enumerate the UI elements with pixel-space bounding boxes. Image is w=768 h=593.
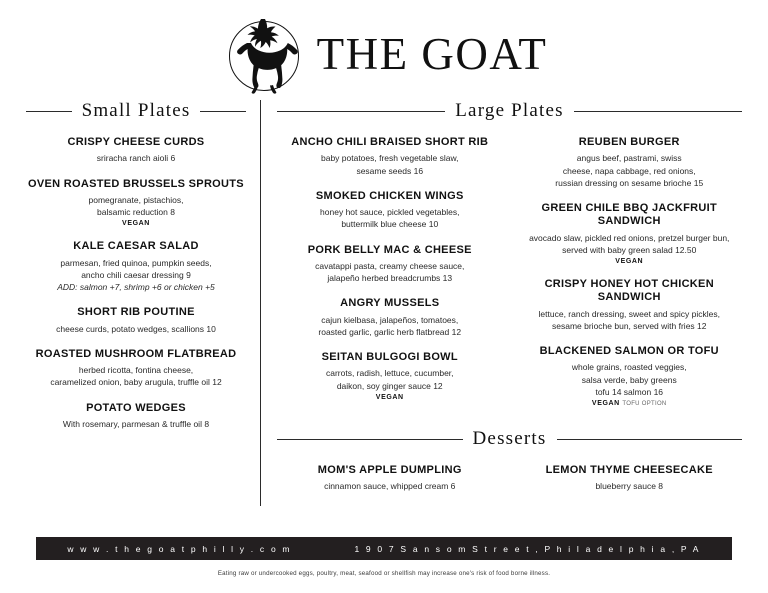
vegan-tag: VEGAN: [615, 258, 644, 266]
menu-columns: [0, 96, 768, 506]
menu-item: [277, 136, 503, 177]
item-name: POTATO WEDGES: [86, 401, 186, 414]
website-link[interactable]: w w w . t h e g o a t p h i l l y . c o m: [67, 543, 292, 554]
goat-silhouette-icon: [227, 17, 301, 95]
rule-left: [26, 111, 72, 112]
goat-logo-icon: [221, 13, 307, 99]
item-name: KALE CAESAR SALAD: [73, 240, 199, 253]
small-plates-heading: [26, 100, 246, 122]
item-description: cheese curds, potato wedges, scallions 10: [56, 323, 216, 334]
vegan-tag-sub: TOFU OPTION: [622, 401, 667, 408]
menu-item: [26, 402, 246, 431]
food-safety-disclaimer: Eating raw or undercooked eggs, poultry, meat, seafood or shellfish may increase one's risk of food borne illness.: [217, 570, 551, 577]
dessert-column-two: [517, 464, 743, 506]
large-plates-section: [260, 100, 742, 506]
item-name: MOM'S APPLE DUMPLING: [317, 464, 462, 477]
menu-item: [277, 297, 503, 338]
rule-left: [277, 439, 463, 440]
item-name: ANGRY MUSSELS: [340, 297, 440, 310]
large-plates-title: Large Plates: [455, 100, 564, 121]
item-name: ROASTED MUSHROOM FLATBREAD: [35, 347, 237, 360]
menu-item: [26, 136, 246, 165]
large-plates-column-one: [277, 136, 503, 420]
menu-item: [277, 244, 503, 285]
item-name: GREEN CHILE BBQ JACKFRUIT SANDWICH: [541, 202, 718, 228]
dessert-column-one: [277, 464, 503, 506]
item-description: parmesan, fried quinoa, pumpkin seeds, ancho chili caesar dressing 9: [60, 257, 212, 280]
item-name: LEMON THYME CHEESECAKE: [545, 464, 713, 477]
menu-item: [517, 202, 743, 265]
item-description: avocado slaw, pickled red onions, pretzel burger bun, served with baby green salad 12.50: [529, 232, 730, 255]
item-name: CRISPY HONEY HOT CHICKEN SANDWICH: [544, 278, 714, 304]
item-description: angus beef, pastrami, swiss cheese, napa cabbage, red onions, russian dressing on sesame brioche 15: [555, 153, 704, 188]
menu-header: [0, 0, 768, 96]
item-name: ANCHO CHILI BRAISED SHORT RIB: [291, 136, 489, 148]
menu-item: [517, 345, 743, 407]
page-title: THE GOAT: [316, 28, 548, 79]
item-description: cajun kielbasa, jalapeños, tomatoes, roasted garlic, garlic herb flatbread 12: [318, 314, 462, 337]
menu-item: [26, 306, 246, 335]
item-name: SHORT RIB POUTINE: [77, 306, 195, 319]
item-description: baby potatoes, fresh vegetable slaw, sesame seeds 16: [320, 153, 459, 176]
item-description: sriracha ranch aioli 6: [96, 153, 176, 164]
vegan-tag: [517, 400, 743, 407]
vegan-tag: VEGAN: [375, 394, 404, 402]
item-name: OVEN ROASTED BRUSSELS SPROUTS: [28, 177, 244, 190]
vegan-tag-label: VEGAN: [591, 400, 620, 408]
item-description: blueberry sauce 8: [595, 481, 664, 492]
item-description: cavatappi pasta, creamy cheese sauce, jalapeño herbed breadcrumbs 13: [315, 260, 465, 284]
item-description: cinnamon sauce, whipped cream 6: [324, 481, 456, 492]
item-name: PORK BELLY MAC & CHEESE: [307, 243, 472, 256]
desserts-grid: [277, 464, 742, 506]
menu-item: [26, 240, 246, 293]
item-description: pomegranate, pistachios, balsamic reduction 8: [88, 194, 184, 217]
item-description: carrots, radish, lettuce, cucumber, daikon, soy ginger sauce 12: [325, 368, 454, 391]
menu-item: [277, 464, 503, 493]
item-add-ons: ADD: salmon +7, shrimp +6 or chicken +5: [57, 282, 215, 293]
large-plates-grid: [277, 136, 742, 420]
rule-left: [277, 111, 445, 112]
desserts-title: Desserts: [472, 428, 547, 450]
desserts-heading: [277, 428, 742, 450]
rule-right: [200, 111, 246, 112]
address-text: 1 9 0 7 S a n s o m S t r e e t , P h i l a d e l p h i a , P A: [354, 543, 701, 554]
item-description: lettuce, ranch dressing, sweet and spicy pickles, sesame brioche bun, served with fries 12: [538, 308, 720, 331]
item-description: whole grains, roasted veggies, salsa verde, baby greens tofu 14 salmon 16: [571, 362, 687, 397]
small-plates-section: [26, 100, 260, 506]
item-name: SEITAN BULGOGI BOWL: [321, 351, 458, 364]
menu-item: [517, 136, 743, 189]
item-description: herbed ricotta, fontina cheese, caramelized onion, baby arugula, truffle oil 12: [50, 365, 222, 388]
rule-right: [557, 439, 743, 440]
footer-bar: [36, 537, 732, 560]
menu-item: [277, 351, 503, 401]
item-name: BLACKENED SALMON OR TOFU: [539, 345, 719, 358]
item-name: REUBEN BURGER: [578, 136, 680, 148]
desserts-section: [277, 428, 742, 506]
menu-item: [26, 348, 246, 389]
large-plates-column-two: [517, 136, 743, 420]
rule-right: [574, 111, 742, 112]
item-name: SMOKED CHICKEN WINGS: [315, 189, 464, 202]
item-description: honey hot sauce, pickled vegetables, buttermilk blue cheese 10: [320, 207, 460, 230]
menu-item: [517, 464, 743, 493]
item-name: CRISPY CHEESE CURDS: [67, 136, 205, 148]
small-plates-title: Small Plates: [81, 100, 191, 121]
item-description: With rosemary, parmesan & truffle oil 8: [62, 418, 210, 429]
menu-item: [277, 190, 503, 231]
vegan-tag: VEGAN: [122, 220, 150, 228]
menu-item: [517, 278, 743, 332]
menu-item: [26, 178, 246, 228]
large-plates-heading: [277, 100, 742, 122]
